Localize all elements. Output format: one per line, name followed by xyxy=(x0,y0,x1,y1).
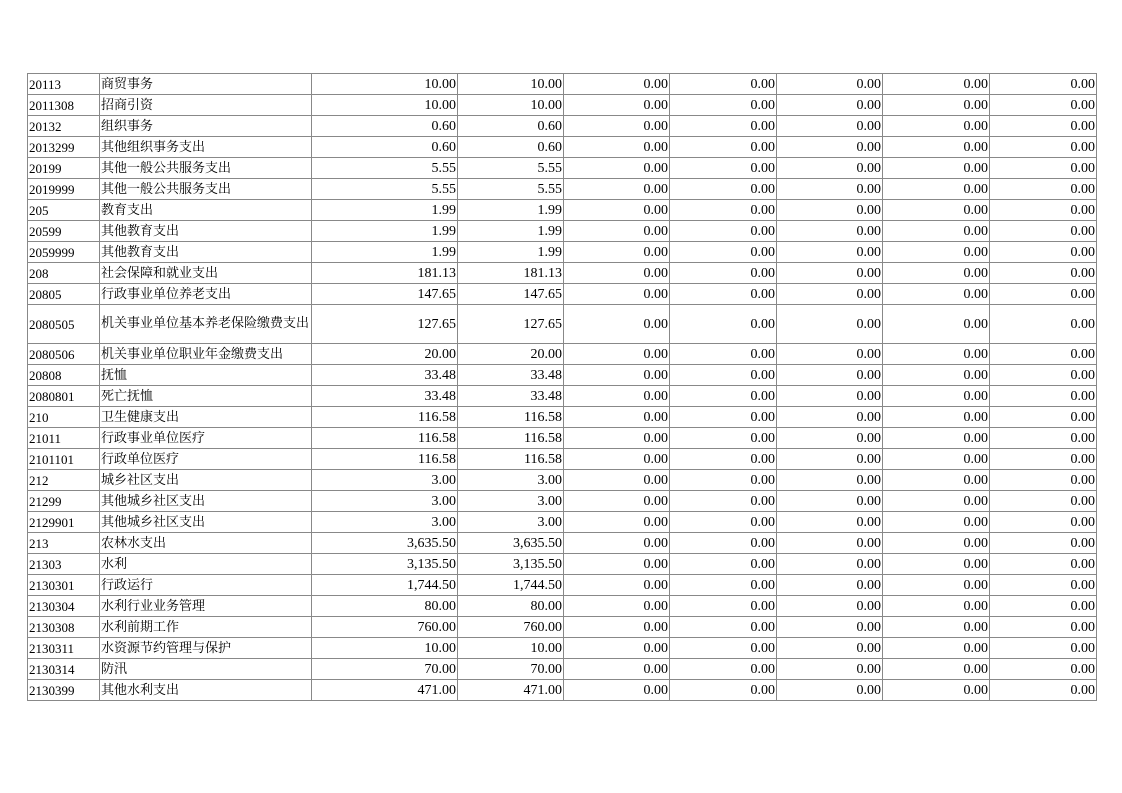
subject-name-cell: 水资源节约管理与保护 xyxy=(100,638,312,659)
project-expenditure-cell: 0.00 xyxy=(564,491,670,512)
project-expenditure-cell: 0.00 xyxy=(564,284,670,305)
column-7-cell: 0.00 xyxy=(990,491,1097,512)
total-amount-cell: 1.99 xyxy=(312,221,458,242)
subject-name-cell: 商贸事务 xyxy=(100,74,312,95)
project-expenditure-cell: 0.00 xyxy=(564,137,670,158)
column-6-cell: 0.00 xyxy=(883,428,990,449)
column-4-cell: 0.00 xyxy=(670,116,777,137)
table-row xyxy=(28,680,1097,701)
subject-code-cell: 20599 xyxy=(28,221,100,242)
column-5-cell: 0.00 xyxy=(777,386,883,407)
subject-name-cell: 其他水利支出 xyxy=(100,680,312,701)
subject-code-cell: 2080505 xyxy=(28,305,100,344)
column-7-cell: 0.00 xyxy=(990,533,1097,554)
column-4-cell: 0.00 xyxy=(670,95,777,116)
subject-name-cell: 其他教育支出 xyxy=(100,242,312,263)
column-5-cell: 0.00 xyxy=(777,428,883,449)
project-expenditure-cell: 0.00 xyxy=(564,680,670,701)
project-expenditure-cell: 0.00 xyxy=(564,95,670,116)
table-row xyxy=(28,659,1097,680)
basic-expenditure-cell: 116.58 xyxy=(458,449,564,470)
subject-code-cell: 20199 xyxy=(28,158,100,179)
table-row xyxy=(28,386,1097,407)
total-amount-cell: 5.55 xyxy=(312,158,458,179)
subject-name-cell: 机关事业单位基本养老保险缴费支出 xyxy=(100,305,312,344)
project-expenditure-cell: 0.00 xyxy=(564,116,670,137)
column-4-cell: 0.00 xyxy=(670,200,777,221)
project-expenditure-cell: 0.00 xyxy=(564,575,670,596)
column-5-cell: 0.00 xyxy=(777,533,883,554)
basic-expenditure-cell: 20.00 xyxy=(458,344,564,365)
column-6-cell: 0.00 xyxy=(883,554,990,575)
total-amount-cell: 0.60 xyxy=(312,116,458,137)
table-row xyxy=(28,221,1097,242)
subject-name-cell: 教育支出 xyxy=(100,200,312,221)
column-6-cell: 0.00 xyxy=(883,137,990,158)
column-5-cell: 0.00 xyxy=(777,137,883,158)
subject-code-cell: 2059999 xyxy=(28,242,100,263)
column-6-cell: 0.00 xyxy=(883,638,990,659)
project-expenditure-cell: 0.00 xyxy=(564,554,670,575)
basic-expenditure-cell: 5.55 xyxy=(458,158,564,179)
column-4-cell: 0.00 xyxy=(670,158,777,179)
basic-expenditure-cell: 127.65 xyxy=(458,305,564,344)
project-expenditure-cell: 0.00 xyxy=(564,242,670,263)
total-amount-cell: 471.00 xyxy=(312,680,458,701)
project-expenditure-cell: 0.00 xyxy=(564,407,670,428)
column-7-cell: 0.00 xyxy=(990,680,1097,701)
table-row xyxy=(28,95,1097,116)
table-row xyxy=(28,533,1097,554)
table-row xyxy=(28,263,1097,284)
column-5-cell: 0.00 xyxy=(777,491,883,512)
subject-name-cell: 水利 xyxy=(100,554,312,575)
subject-name-cell: 其他一般公共服务支出 xyxy=(100,179,312,200)
column-7-cell: 0.00 xyxy=(990,575,1097,596)
column-6-cell: 0.00 xyxy=(883,533,990,554)
total-amount-cell: 147.65 xyxy=(312,284,458,305)
project-expenditure-cell: 0.00 xyxy=(564,617,670,638)
subject-name-cell: 卫生健康支出 xyxy=(100,407,312,428)
column-4-cell: 0.00 xyxy=(670,575,777,596)
project-expenditure-cell: 0.00 xyxy=(564,179,670,200)
total-amount-cell: 181.13 xyxy=(312,263,458,284)
project-expenditure-cell: 0.00 xyxy=(564,158,670,179)
subject-name-cell: 其他教育支出 xyxy=(100,221,312,242)
column-5-cell: 0.00 xyxy=(777,263,883,284)
subject-code-cell: 21011 xyxy=(28,428,100,449)
column-7-cell: 0.00 xyxy=(990,200,1097,221)
column-7-cell: 0.00 xyxy=(990,449,1097,470)
project-expenditure-cell: 0.00 xyxy=(564,263,670,284)
subject-code-cell: 2130308 xyxy=(28,617,100,638)
total-amount-cell: 80.00 xyxy=(312,596,458,617)
column-4-cell: 0.00 xyxy=(670,470,777,491)
column-6-cell: 0.00 xyxy=(883,386,990,407)
column-5-cell: 0.00 xyxy=(777,179,883,200)
subject-name-cell: 水利行业业务管理 xyxy=(100,596,312,617)
column-6-cell: 0.00 xyxy=(883,365,990,386)
total-amount-cell: 5.55 xyxy=(312,179,458,200)
subject-code-cell: 2011308 xyxy=(28,95,100,116)
column-4-cell: 0.00 xyxy=(670,365,777,386)
subject-name-cell: 其他组织事务支出 xyxy=(100,137,312,158)
column-7-cell: 0.00 xyxy=(990,344,1097,365)
column-5-cell: 0.00 xyxy=(777,617,883,638)
table-row xyxy=(28,242,1097,263)
table-row xyxy=(28,638,1097,659)
column-4-cell: 0.00 xyxy=(670,386,777,407)
total-amount-cell: 10.00 xyxy=(312,74,458,95)
subject-code-cell: 20132 xyxy=(28,116,100,137)
subject-code-cell: 212 xyxy=(28,470,100,491)
total-amount-cell: 3.00 xyxy=(312,491,458,512)
column-7-cell: 0.00 xyxy=(990,512,1097,533)
column-4-cell: 0.00 xyxy=(670,137,777,158)
column-6-cell: 0.00 xyxy=(883,200,990,221)
table-row xyxy=(28,74,1097,95)
subject-code-cell: 2080801 xyxy=(28,386,100,407)
basic-expenditure-cell: 1.99 xyxy=(458,200,564,221)
column-6-cell: 0.00 xyxy=(883,305,990,344)
column-7-cell: 0.00 xyxy=(990,407,1097,428)
total-amount-cell: 10.00 xyxy=(312,638,458,659)
subject-name-cell: 农林水支出 xyxy=(100,533,312,554)
subject-code-cell: 2130304 xyxy=(28,596,100,617)
column-5-cell: 0.00 xyxy=(777,512,883,533)
subject-name-cell: 行政单位医疗 xyxy=(100,449,312,470)
subject-name-cell: 其他一般公共服务支出 xyxy=(100,158,312,179)
column-4-cell: 0.00 xyxy=(670,533,777,554)
subject-code-cell: 2130311 xyxy=(28,638,100,659)
column-7-cell: 0.00 xyxy=(990,137,1097,158)
column-4-cell: 0.00 xyxy=(670,617,777,638)
table-row xyxy=(28,449,1097,470)
column-6-cell: 0.00 xyxy=(883,158,990,179)
subject-name-cell: 死亡抚恤 xyxy=(100,386,312,407)
subject-code-cell: 2130399 xyxy=(28,680,100,701)
project-expenditure-cell: 0.00 xyxy=(564,221,670,242)
table-row xyxy=(28,179,1097,200)
table-row xyxy=(28,491,1097,512)
subject-name-cell: 抚恤 xyxy=(100,365,312,386)
column-5-cell: 0.00 xyxy=(777,95,883,116)
total-amount-cell: 3,635.50 xyxy=(312,533,458,554)
subject-name-cell: 其他城乡社区支出 xyxy=(100,491,312,512)
subject-name-cell: 社会保障和就业支出 xyxy=(100,263,312,284)
project-expenditure-cell: 0.00 xyxy=(564,659,670,680)
total-amount-cell: 0.60 xyxy=(312,137,458,158)
basic-expenditure-cell: 3,635.50 xyxy=(458,533,564,554)
column-7-cell: 0.00 xyxy=(990,386,1097,407)
basic-expenditure-cell: 181.13 xyxy=(458,263,564,284)
column-7-cell: 0.00 xyxy=(990,428,1097,449)
column-5-cell: 0.00 xyxy=(777,638,883,659)
project-expenditure-cell: 0.00 xyxy=(564,386,670,407)
subject-code-cell: 2019999 xyxy=(28,179,100,200)
table-body xyxy=(28,74,1097,701)
column-5-cell: 0.00 xyxy=(777,200,883,221)
basic-expenditure-cell: 3,135.50 xyxy=(458,554,564,575)
subject-name-cell: 行政事业单位医疗 xyxy=(100,428,312,449)
basic-expenditure-cell: 10.00 xyxy=(458,95,564,116)
total-amount-cell: 10.00 xyxy=(312,95,458,116)
column-6-cell: 0.00 xyxy=(883,491,990,512)
project-expenditure-cell: 0.00 xyxy=(564,428,670,449)
subject-code-cell: 21299 xyxy=(28,491,100,512)
project-expenditure-cell: 0.00 xyxy=(564,449,670,470)
column-7-cell: 0.00 xyxy=(990,179,1097,200)
column-7-cell: 0.00 xyxy=(990,659,1097,680)
column-5-cell: 0.00 xyxy=(777,242,883,263)
subject-code-cell: 208 xyxy=(28,263,100,284)
column-7-cell: 0.00 xyxy=(990,365,1097,386)
basic-expenditure-cell: 760.00 xyxy=(458,617,564,638)
column-4-cell: 0.00 xyxy=(670,305,777,344)
basic-expenditure-cell: 80.00 xyxy=(458,596,564,617)
subject-code-cell: 20805 xyxy=(28,284,100,305)
column-7-cell: 0.00 xyxy=(990,617,1097,638)
column-5-cell: 0.00 xyxy=(777,554,883,575)
basic-expenditure-cell: 33.48 xyxy=(458,386,564,407)
column-4-cell: 0.00 xyxy=(670,284,777,305)
basic-expenditure-cell: 0.60 xyxy=(458,116,564,137)
column-5-cell: 0.00 xyxy=(777,221,883,242)
budget-expenditure-table xyxy=(27,73,1097,701)
column-6-cell: 0.00 xyxy=(883,284,990,305)
basic-expenditure-cell: 10.00 xyxy=(458,638,564,659)
column-7-cell: 0.00 xyxy=(990,158,1097,179)
column-6-cell: 0.00 xyxy=(883,116,990,137)
table-row xyxy=(28,428,1097,449)
basic-expenditure-cell: 1.99 xyxy=(458,221,564,242)
table-row xyxy=(28,158,1097,179)
column-7-cell: 0.00 xyxy=(990,305,1097,344)
table-row xyxy=(28,596,1097,617)
basic-expenditure-cell: 3.00 xyxy=(458,470,564,491)
total-amount-cell: 116.58 xyxy=(312,449,458,470)
column-7-cell: 0.00 xyxy=(990,638,1097,659)
column-5-cell: 0.00 xyxy=(777,305,883,344)
column-4-cell: 0.00 xyxy=(670,344,777,365)
column-6-cell: 0.00 xyxy=(883,470,990,491)
column-6-cell: 0.00 xyxy=(883,407,990,428)
basic-expenditure-cell: 3.00 xyxy=(458,491,564,512)
column-5-cell: 0.00 xyxy=(777,680,883,701)
column-6-cell: 0.00 xyxy=(883,221,990,242)
column-4-cell: 0.00 xyxy=(670,659,777,680)
column-6-cell: 0.00 xyxy=(883,95,990,116)
column-4-cell: 0.00 xyxy=(670,512,777,533)
basic-expenditure-cell: 0.60 xyxy=(458,137,564,158)
subject-code-cell: 2101101 xyxy=(28,449,100,470)
column-5-cell: 0.00 xyxy=(777,470,883,491)
basic-expenditure-cell: 5.55 xyxy=(458,179,564,200)
total-amount-cell: 1,744.50 xyxy=(312,575,458,596)
column-7-cell: 0.00 xyxy=(990,263,1097,284)
table-row xyxy=(28,284,1097,305)
basic-expenditure-cell: 147.65 xyxy=(458,284,564,305)
basic-expenditure-cell: 10.00 xyxy=(458,74,564,95)
basic-expenditure-cell: 116.58 xyxy=(458,428,564,449)
project-expenditure-cell: 0.00 xyxy=(564,638,670,659)
total-amount-cell: 20.00 xyxy=(312,344,458,365)
total-amount-cell: 760.00 xyxy=(312,617,458,638)
column-7-cell: 0.00 xyxy=(990,221,1097,242)
column-6-cell: 0.00 xyxy=(883,242,990,263)
table-row xyxy=(28,407,1097,428)
column-4-cell: 0.00 xyxy=(670,242,777,263)
subject-code-cell: 213 xyxy=(28,533,100,554)
project-expenditure-cell: 0.00 xyxy=(564,365,670,386)
column-4-cell: 0.00 xyxy=(670,428,777,449)
column-7-cell: 0.00 xyxy=(990,95,1097,116)
project-expenditure-cell: 0.00 xyxy=(564,74,670,95)
basic-expenditure-cell: 33.48 xyxy=(458,365,564,386)
column-7-cell: 0.00 xyxy=(990,242,1097,263)
column-7-cell: 0.00 xyxy=(990,470,1097,491)
subject-code-cell: 20113 xyxy=(28,74,100,95)
subject-name-cell: 招商引资 xyxy=(100,95,312,116)
column-6-cell: 0.00 xyxy=(883,596,990,617)
basic-expenditure-cell: 116.58 xyxy=(458,407,564,428)
subject-name-cell: 行政事业单位养老支出 xyxy=(100,284,312,305)
column-5-cell: 0.00 xyxy=(777,344,883,365)
column-4-cell: 0.00 xyxy=(670,407,777,428)
subject-name-cell: 机关事业单位职业年金缴费支出 xyxy=(100,344,312,365)
subject-code-cell: 21303 xyxy=(28,554,100,575)
subject-code-cell: 2013299 xyxy=(28,137,100,158)
subject-code-cell: 2080506 xyxy=(28,344,100,365)
column-6-cell: 0.00 xyxy=(883,263,990,284)
column-5-cell: 0.00 xyxy=(777,116,883,137)
column-4-cell: 0.00 xyxy=(670,554,777,575)
column-4-cell: 0.00 xyxy=(670,638,777,659)
total-amount-cell: 116.58 xyxy=(312,407,458,428)
column-6-cell: 0.00 xyxy=(883,680,990,701)
table-row xyxy=(28,116,1097,137)
subject-name-cell: 组织事务 xyxy=(100,116,312,137)
subject-code-cell: 2130301 xyxy=(28,575,100,596)
subject-code-cell: 205 xyxy=(28,200,100,221)
column-4-cell: 0.00 xyxy=(670,179,777,200)
project-expenditure-cell: 0.00 xyxy=(564,596,670,617)
column-5-cell: 0.00 xyxy=(777,407,883,428)
column-7-cell: 0.00 xyxy=(990,74,1097,95)
column-7-cell: 0.00 xyxy=(990,596,1097,617)
project-expenditure-cell: 0.00 xyxy=(564,470,670,491)
table-row xyxy=(28,617,1097,638)
column-6-cell: 0.00 xyxy=(883,575,990,596)
subject-name-cell: 行政运行 xyxy=(100,575,312,596)
table-row xyxy=(28,470,1097,491)
total-amount-cell: 33.48 xyxy=(312,386,458,407)
subject-code-cell: 2129901 xyxy=(28,512,100,533)
total-amount-cell: 1.99 xyxy=(312,200,458,221)
column-4-cell: 0.00 xyxy=(670,680,777,701)
total-amount-cell: 1.99 xyxy=(312,242,458,263)
column-6-cell: 0.00 xyxy=(883,74,990,95)
project-expenditure-cell: 0.00 xyxy=(564,533,670,554)
project-expenditure-cell: 0.00 xyxy=(564,305,670,344)
basic-expenditure-cell: 70.00 xyxy=(458,659,564,680)
column-5-cell: 0.00 xyxy=(777,449,883,470)
column-7-cell: 0.00 xyxy=(990,116,1097,137)
column-6-cell: 0.00 xyxy=(883,179,990,200)
column-4-cell: 0.00 xyxy=(670,596,777,617)
subject-code-cell: 210 xyxy=(28,407,100,428)
column-7-cell: 0.00 xyxy=(990,554,1097,575)
basic-expenditure-cell: 3.00 xyxy=(458,512,564,533)
column-5-cell: 0.00 xyxy=(777,158,883,179)
basic-expenditure-cell: 1,744.50 xyxy=(458,575,564,596)
column-5-cell: 0.00 xyxy=(777,659,883,680)
column-5-cell: 0.00 xyxy=(777,365,883,386)
total-amount-cell: 3,135.50 xyxy=(312,554,458,575)
column-5-cell: 0.00 xyxy=(777,74,883,95)
subject-name-cell: 其他城乡社区支出 xyxy=(100,512,312,533)
column-6-cell: 0.00 xyxy=(883,344,990,365)
total-amount-cell: 116.58 xyxy=(312,428,458,449)
column-4-cell: 0.00 xyxy=(670,74,777,95)
column-4-cell: 0.00 xyxy=(670,491,777,512)
subject-name-cell: 水利前期工作 xyxy=(100,617,312,638)
column-5-cell: 0.00 xyxy=(777,284,883,305)
table-row xyxy=(28,365,1097,386)
basic-expenditure-cell: 471.00 xyxy=(458,680,564,701)
column-6-cell: 0.00 xyxy=(883,617,990,638)
table-row xyxy=(28,305,1097,344)
column-6-cell: 0.00 xyxy=(883,512,990,533)
table-row xyxy=(28,137,1097,158)
table-row xyxy=(28,344,1097,365)
total-amount-cell: 3.00 xyxy=(312,470,458,491)
project-expenditure-cell: 0.00 xyxy=(564,344,670,365)
subject-code-cell: 20808 xyxy=(28,365,100,386)
subject-code-cell: 2130314 xyxy=(28,659,100,680)
project-expenditure-cell: 0.00 xyxy=(564,200,670,221)
basic-expenditure-cell: 1.99 xyxy=(458,242,564,263)
subject-name-cell: 城乡社区支出 xyxy=(100,470,312,491)
column-5-cell: 0.00 xyxy=(777,596,883,617)
subject-name-cell: 防汛 xyxy=(100,659,312,680)
table-row xyxy=(28,200,1097,221)
column-7-cell: 0.00 xyxy=(990,284,1097,305)
total-amount-cell: 3.00 xyxy=(312,512,458,533)
column-4-cell: 0.00 xyxy=(670,263,777,284)
column-4-cell: 0.00 xyxy=(670,449,777,470)
column-4-cell: 0.00 xyxy=(670,221,777,242)
total-amount-cell: 70.00 xyxy=(312,659,458,680)
table-row xyxy=(28,554,1097,575)
total-amount-cell: 127.65 xyxy=(312,305,458,344)
table-row xyxy=(28,575,1097,596)
project-expenditure-cell: 0.00 xyxy=(564,512,670,533)
column-5-cell: 0.00 xyxy=(777,575,883,596)
table-row xyxy=(28,512,1097,533)
column-6-cell: 0.00 xyxy=(883,449,990,470)
column-6-cell: 0.00 xyxy=(883,659,990,680)
total-amount-cell: 33.48 xyxy=(312,365,458,386)
